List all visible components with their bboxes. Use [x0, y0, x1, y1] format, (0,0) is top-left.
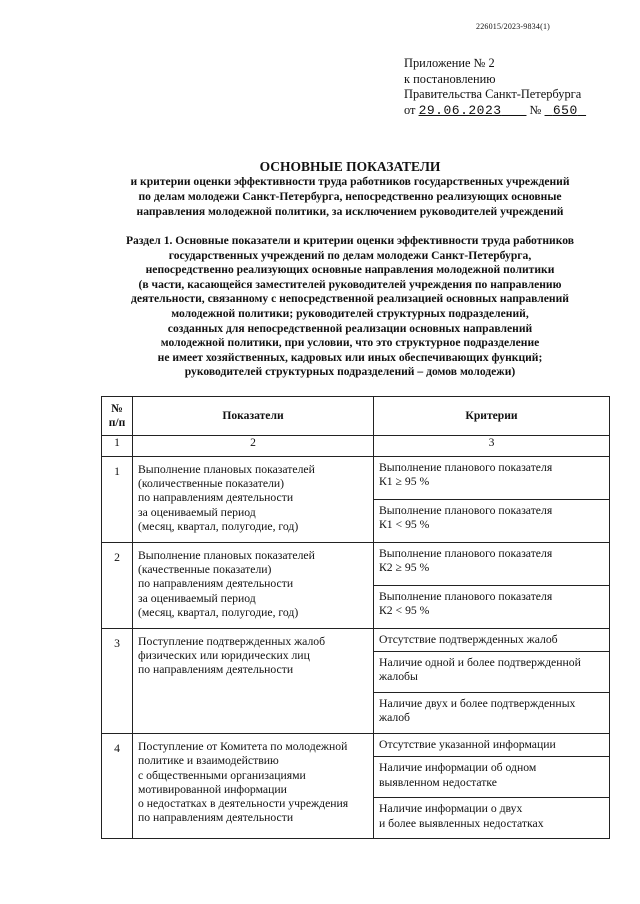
text-line: деятельности, связанному с непосредственной реализацией основных направлений: [131, 292, 569, 306]
text-line: Поступление подтвержденных жалоб: [138, 635, 326, 648]
text-line: выявленном недостатке: [379, 775, 497, 789]
appendix-block: [404, 56, 586, 118]
text-line: и критерии оценки эффективности труда работников государственных учреждений: [130, 175, 570, 188]
criterion-cell: [374, 500, 610, 543]
text-line: Выполнение плановых показателей: [138, 463, 315, 476]
text-line: Отсутствие указанной информации: [379, 738, 556, 752]
indicator-cell: [133, 629, 374, 734]
text-line: Выполнение планового показателя: [379, 504, 553, 517]
text-line: К1 < 95 %: [379, 518, 430, 532]
column-number: 2: [133, 436, 374, 457]
table-row: [102, 543, 610, 586]
text-line: К1 ≥ 95 %: [379, 475, 430, 489]
header-criteria: Критерии: [374, 397, 610, 436]
text-line: (качественные показатели): [138, 563, 272, 577]
text-line: политике и взаимодействию: [138, 754, 279, 768]
decree-date: 29.06.2023: [418, 102, 502, 118]
criterion-cell: [374, 457, 610, 500]
text-line: не имеет хозяйственных, кадровых или иных обеспечивающих функций;: [157, 350, 543, 364]
appendix-line: Правительства Санкт-Петербурга: [404, 87, 582, 101]
header-number: № п/п: [102, 397, 133, 436]
row-number: 4: [102, 734, 133, 839]
text-line: руководителей структурных подразделений – домов молодежи): [184, 365, 516, 379]
text-line: мотивированной информации: [138, 782, 287, 796]
text-line: молодежной политики, при условии, что это структурное подразделение: [160, 336, 540, 350]
text-line: Наличие информации об одном: [379, 761, 537, 775]
section-heading: [60, 234, 640, 380]
criterion-cell: [374, 693, 610, 734]
text-line: Раздел 1. Основные показатели и критерии оценки эффективности труда работников: [125, 234, 575, 247]
criterion-cell: [374, 629, 610, 652]
document-id: 226015/2023-9834(1): [476, 22, 551, 31]
text-line: по делам молодежи Санкт-Петербурга, непосредственно реализующих основные: [138, 189, 562, 203]
heading-title: ОСНОВНЫЕ ПОКАЗАТЕЛИ: [259, 159, 441, 174]
column-number: 1: [102, 436, 133, 457]
text-line: (месяц, квартал, полугодие, год): [138, 605, 299, 619]
text-line: по направлениям деятельности: [138, 811, 294, 825]
appendix-line: к постановлению: [404, 71, 496, 86]
number-prefix: №: [529, 102, 542, 117]
text-line: (в части, касающейся заместителей руководителей учреждения по направлению: [138, 277, 562, 291]
text-line: за оцениваемый период: [138, 591, 256, 605]
appendix-date-line: [404, 103, 586, 119]
row-number: 2: [102, 543, 133, 629]
table-row: [102, 629, 610, 652]
text-line: созданных для непосредственной реализации основных направлений: [167, 321, 533, 335]
document-heading: [60, 158, 640, 219]
text-line: направления молодежной политики, за исключением руководителей учреждений: [136, 204, 564, 218]
text-line: жалоб: [379, 711, 410, 725]
text-line: Выполнение плановых показателей: [138, 549, 315, 562]
text-line: жалобы: [379, 670, 418, 684]
text-line: непосредственно реализующих основные направления молодежной политики: [145, 263, 555, 277]
text-line: К2 ≥ 95 %: [379, 561, 430, 575]
criterion-cell: [374, 543, 610, 586]
indicator-cell: [133, 457, 374, 543]
criterion-cell: [374, 586, 610, 629]
header-indicators: Показатели: [133, 397, 374, 436]
appendix-line: Приложение № 2: [404, 56, 495, 70]
criterion-cell: [374, 734, 610, 757]
indicators-table: [101, 396, 610, 839]
decree-number: 650: [552, 102, 578, 118]
text-line: государственных учреждений по делам молодежи Санкт-Петербурга,: [168, 248, 532, 262]
text-line: Выполнение планового показателя: [379, 461, 553, 474]
row-number: 1: [102, 457, 133, 543]
indicator-cell: [133, 734, 374, 839]
date-prefix: от: [404, 102, 416, 117]
text-line: Выполнение планового показателя: [379, 547, 553, 560]
text-line: Отсутствие подтвержденных жалоб: [379, 633, 558, 646]
text-line: по направлениям деятельности: [138, 491, 294, 505]
text-line: по направлениям деятельности: [138, 577, 294, 591]
criterion-cell: [374, 652, 610, 693]
column-numbers-row: [102, 436, 610, 457]
row-number: 3: [102, 629, 133, 734]
criterion-cell: [374, 757, 610, 798]
text-line: Наличие двух и более подтвержденных: [379, 697, 576, 711]
table-row: [102, 457, 610, 500]
text-line: (месяц, квартал, полугодие, год): [138, 519, 299, 533]
table-row: [102, 734, 610, 757]
text-line: Поступление от Комитета по молодежной: [138, 740, 348, 754]
column-number: 3: [374, 436, 610, 457]
text-line: (количественные показатели): [138, 477, 285, 491]
text-line: молодежной политики; руководителей структурных подразделений,: [171, 306, 529, 320]
text-line: Наличие информации о двух: [379, 802, 523, 816]
text-line: с общественными организациями: [138, 768, 306, 782]
text-line: о недостатках в деятельности учреждения: [138, 797, 349, 811]
indicator-cell: [133, 543, 374, 629]
text-line: физических или юридических лиц: [138, 649, 310, 663]
table-header-row: [102, 397, 610, 436]
text-line: Наличие одной и более подтвержденной: [379, 656, 581, 670]
criterion-cell: [374, 798, 610, 839]
text-line: и более выявленных недостатках: [379, 816, 544, 830]
text-line: за оцениваемый период: [138, 505, 256, 519]
text-line: Выполнение планового показателя: [379, 590, 553, 603]
text-line: К2 < 95 %: [379, 604, 430, 618]
text-line: по направлениям деятельности: [138, 663, 294, 677]
